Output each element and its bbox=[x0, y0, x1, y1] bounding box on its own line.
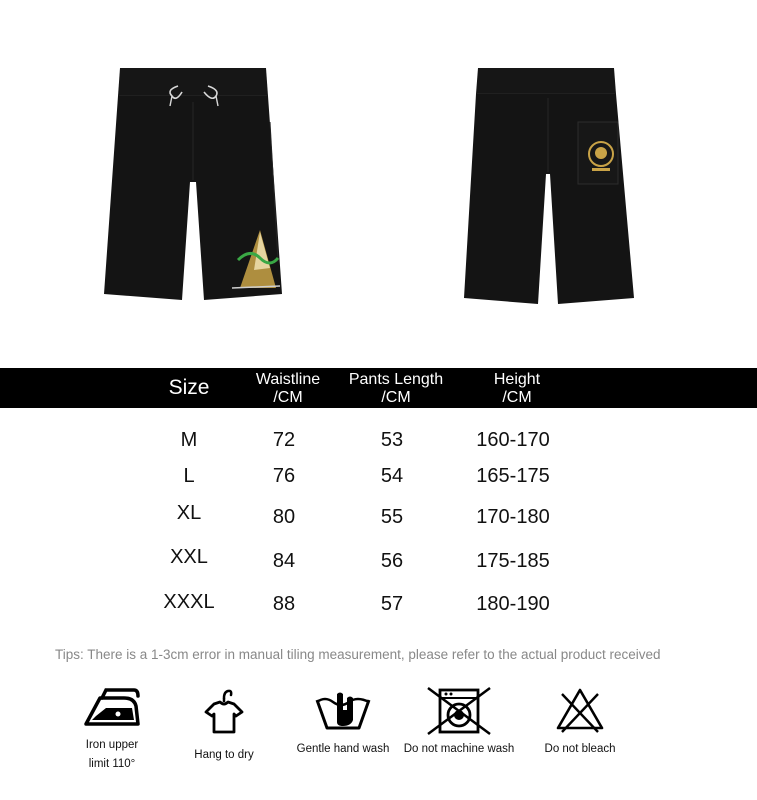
header-waistline: Waistline /CM bbox=[255, 371, 321, 406]
table-row bbox=[0, 503, 757, 531]
measurement-tip: Tips: There is a 1-3cm error in manual tiling measurement, please refer to the actual product received bbox=[55, 647, 661, 662]
size-cell: XXXL bbox=[163, 591, 215, 613]
shorts-front-image bbox=[100, 62, 286, 308]
height-cell: 175-185 bbox=[476, 550, 550, 572]
header-height: Height /CM bbox=[493, 371, 541, 406]
hand-wash-icon bbox=[313, 686, 373, 732]
care-item-iron: Iron upper limit 110° bbox=[74, 686, 150, 774]
waist-cell: 84 bbox=[272, 550, 296, 572]
care-item-hand-wash: Gentle hand wash bbox=[292, 686, 394, 759]
table-row bbox=[0, 426, 757, 454]
height-cell: 180-190 bbox=[476, 593, 550, 615]
height-cell: 170-180 bbox=[476, 506, 550, 528]
no-bleach-icon bbox=[554, 686, 606, 734]
table-row bbox=[0, 462, 757, 490]
waist-cell: 72 bbox=[272, 429, 296, 451]
iron-icon bbox=[82, 686, 142, 732]
care-item-hang: Hang to dry bbox=[186, 686, 262, 765]
length-cell: 55 bbox=[380, 506, 404, 528]
size-cell: XXL bbox=[170, 546, 208, 568]
size-cell: XL bbox=[176, 502, 202, 524]
waist-cell: 88 bbox=[272, 593, 296, 615]
size-cell: L bbox=[183, 465, 195, 487]
care-item-no-machine-wash: Do not machine wash bbox=[398, 686, 520, 759]
header-size: Size bbox=[168, 376, 210, 399]
size-chart-header bbox=[0, 368, 757, 408]
length-cell: 53 bbox=[380, 429, 404, 451]
waist-cell: 76 bbox=[272, 465, 296, 487]
height-cell: 160-170 bbox=[476, 429, 550, 451]
shorts-back-image bbox=[462, 64, 636, 310]
height-cell: 165-175 bbox=[476, 465, 550, 487]
length-cell: 57 bbox=[380, 593, 404, 615]
hanger-shirt-icon bbox=[200, 686, 248, 736]
table-row bbox=[0, 590, 757, 618]
care-item-no-bleach: Do not bleach bbox=[530, 686, 630, 759]
length-cell: 56 bbox=[380, 550, 404, 572]
no-machine-wash-icon bbox=[424, 686, 494, 736]
length-cell: 54 bbox=[380, 465, 404, 487]
waist-cell: 80 bbox=[272, 506, 296, 528]
size-cell: M bbox=[180, 429, 198, 451]
table-row bbox=[0, 547, 757, 575]
header-pants-length: Pants Length /CM bbox=[348, 371, 444, 406]
